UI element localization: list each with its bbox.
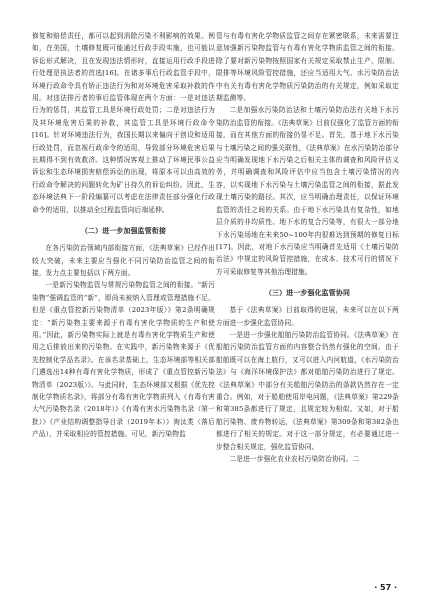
body-paragraph: 在各污染防治领域内部衔接方面，《法典草案》已经作出较大突破，未来主要应当强化不同污染防治监管之间的衔接，发力点主要包括以下两方面。 bbox=[32, 244, 215, 277]
body-paragraph: 管与有毒有害化学物质监管之间存在紧密联系，未来需要注意加强新污染物监管与有毒有害化学物质监管之间的衔接。除了要对新污染物按照国家有关规定采取禁止生产、限制、限排等环境风险管控措施，还应当适用大气、水污染防治法中有关有毒有害化学物质污染防治的有关规定，例如采取定期监测等。 bbox=[216, 32, 399, 103]
body-paragraph: 修复和赔偿责任，都可以起到消除污染不利影响的效果。例如，在美国，土壤修复既可能通过行政手段实施，也可能以诉讼形式解决，且在发现违法情形时，直接运用行政手段进行处理是执法者的首选[16]。在诸多事后行政监管手段中，环境行政命令具有矫正违法行为和对环境危害采取补救的作用。对违法排污者的事后监管体现在两个方面：一是对违法行为的惩罚，其监管工具是环境行政处罚；二是对违法行为及其环境危害后果的补救，其监管工具是环境行政命令[16]。针对环境违法行为，我国长期以来偏向于创设和适用行政处罚，而忽视行政命令的适用，导致部分环境危害后果长期得不到有效救济。这种情况客观上推动了环境民事公益诉讼和生态环境损害赔偿诉讼的出现，将原本可以由高效的行政命令解决的问题转化为矿日持久的诉讼纠纷。因此，生态环境法典下一阶段编纂可以考虑在法律责任部分强化行政命令的适用，以推动全过程监管向后端延伸。 bbox=[32, 32, 215, 214]
section-heading: （二）进一步加强监管衔接 bbox=[80, 227, 167, 236]
section-heading: （三）进一步强化监管协同 bbox=[264, 289, 351, 298]
body-paragraph: 二是进一步强化农业农村污染防治协同。二 bbox=[229, 455, 360, 463]
right-column bbox=[216, 30, 399, 465]
body-paragraph: 二是加强水污染防治法和土壤污染防治法有关地下水污染防治监管的衔接。《法典草案》目前仅强化了监管方面的衔接，而在其他方面的衔接仍显不足。首先，基于地下水污染与土壤污染之间的强关联性，《法典草案》在水污染防治部分应当明确发现地下水污染之后相关主体的调查和风险评估义务，并明确调查和风险评估中应当包含土壤污染情况的内容，以实现地下水污染与土壤污染监管之间的衔接，据此发现土壤污染的路径。其次，应当明确治理责任，以保证环境监管的责任之间的关系。由于地下水污染具有复杂性，如地层介质的非均质性、地下水的复合污染等，有很大一部分地下水污染场地在未来50~100年内很难达到预期的修复目标[17]。因此，对地下水污染应当明确首先适用《土壤污染防治法》中规定的风险管控措施，在成本、技术可行的情况下方可采取修复等其他治理措施。 bbox=[216, 106, 399, 276]
body-paragraph: 一是新污染物监管与常规污染物监管之间的衔接。“新污染物”强调监管的“新”，即尚未被纳入管理或管理措施不足。但是《重点管控新污染物清单（2023年版）》第2条明确规定：“新污染物主要来源于有毒有害化学物质的生产和使用。”因此，新污染物实际上就是有毒有害化学物质生产和使用之后排放出来的污染物。在实践中，新污染物来源于《优先控制化学品名录》。在该名录基础上，生态环境部等相关部门遴选出14种有毒有害化学物质，形成了《重点管控新污染物清单（2023版）》。与此同时，生态环境部又根据《优先控制化学物质名录》，将部分有毒有害化学物质列入《有毒有害大气污染物名录（2018年）》《有毒有害水污染物名录（第一批）》《产业结构调整指导目录（2019年本）》淘汰类（落后产品），并采取相应的管控措施。可见，新污染物监 bbox=[32, 281, 215, 439]
body-paragraph: 基于《法典草案》目前取得的进展，未来可以在以下两方面进一步强化监管协同。 bbox=[216, 306, 399, 327]
left-column bbox=[32, 30, 215, 441]
body-paragraph: 一是进一步强化船舶污染防治监管协同。《法典草案》在船舶污染防治监管方面的内容整合仍然有强化的空间。由于船舶既可以在海上航行，又可以进入内河航道，《水污染防治法》与《海洋环境保护法》都对船舶污染防治进行了规定。《法典草案》中部分有关船舶污染防治的条款仍然存在一定重合。例如，对于船舶使用岸电问题，《法典草案》第229条和第385条都进行了规定，且规定较为相似。又如，对于船舶污染物、废弃物转运，《法典草案》第309条和第382条也都进行了相关的规定。对于这一部分规定，有必要通过进一步整合相关规定，强化监管协同。 bbox=[216, 330, 399, 451]
page-number: · 57 · bbox=[374, 583, 397, 592]
